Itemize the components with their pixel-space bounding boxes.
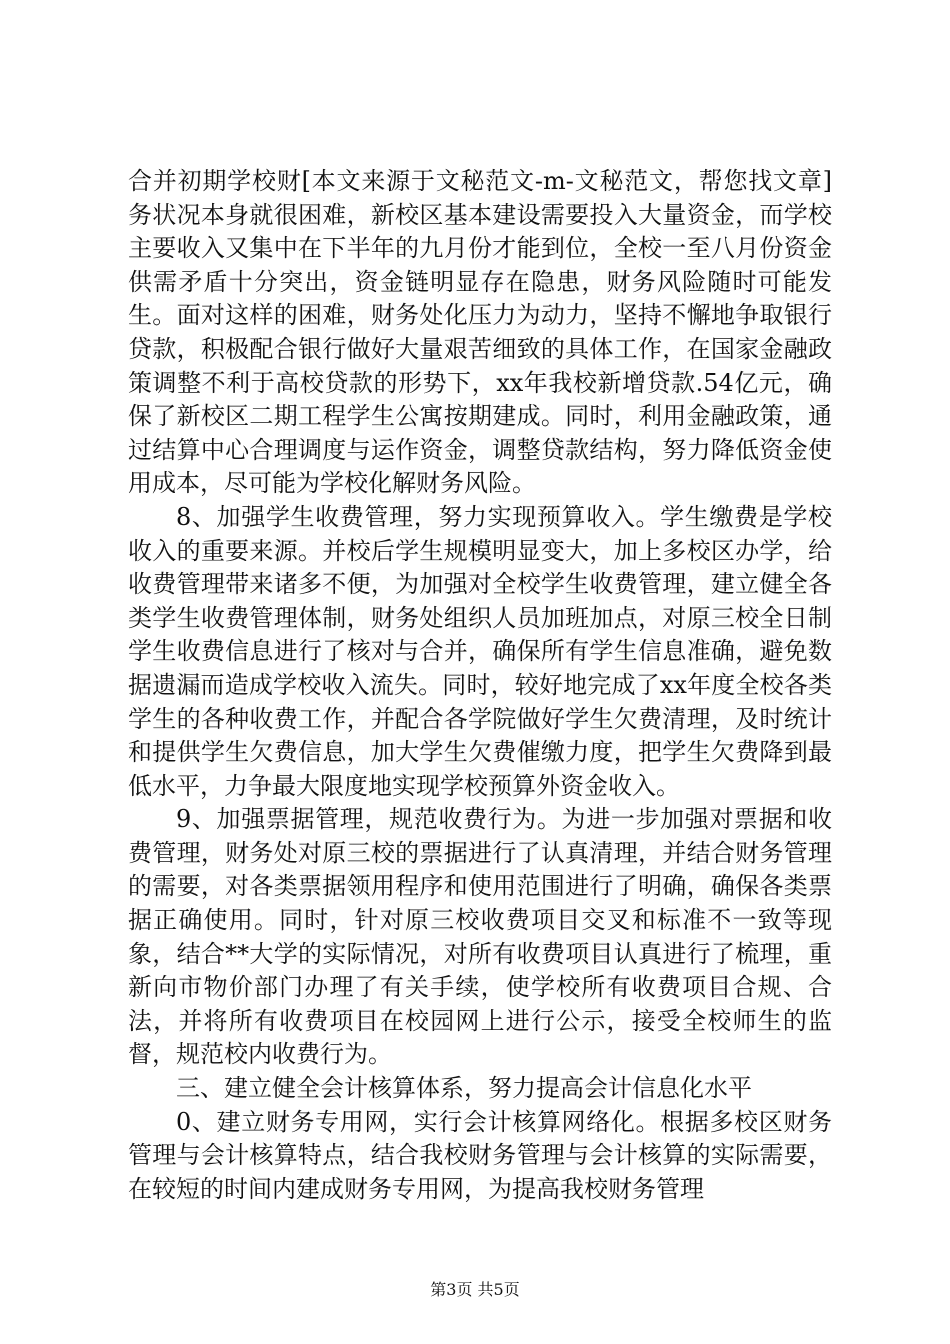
paragraph-3: 9、加强票据管理，规范收费行为。为进一步加强对票据和收费管理，财务处对原三校的票据进行了认真清理，并结合财务管理的需要，对各类票据领用程序和使用范围进行了明确，确保各类票据正确使用。同时，针对原三校收费项目交叉和标准不一致等现象，结合**大学的实际情况，对所有收费项目认真进行了梳理，重新向市物价部门办理了有关手续，使学校所有收费项目合规、合法，并将所有收费项目在校园网上进行公示，接受全校师生的监督，规范校内收费行为。	[128, 805, 832, 1069]
document-body	[128, 165, 832, 1206]
paragraph-2: 8、加强学生收费管理，努力实现预算收入。学生缴费是学校收入的重要来源。并校后学生规模明显变大，加上多校区办学，给收费管理带来诸多不便，为加强对全校学生收费管理，建立健全各类学生收费管理体制，财务处组织人员加班加点，对原三校全日制学生收费信息进行了核对与合并，确保所有学生信息准确，避免数据遗漏而造成学校收入流失。同时，较好地完成了xx年度全校各类学生的各种收费工作，并配合各学院做好学生欠费清理，及时统计和提供学生欠费信息，加大学生欠费催缴力度，把学生欠费降到最低水平，力争最大限度地实现学校预算外资金收入。	[128, 502, 832, 800]
paragraph-4: 0、建立财务专用网，实行会计核算网络化。根据多校区财务管理与会计核算特点，结合我校财务管理与会计核算的实际需要，在较短的时间内建成财务专用网，为提高我校财务管理	[128, 1107, 832, 1203]
section-heading: 三、建立健全会计核算体系，努力提高会计信息化水平	[176, 1074, 752, 1103]
page-footer: 第3页 共5页	[430, 1280, 520, 1299]
paragraph-1: 合并初期学校财[本文来源于文秘范文-m-文秘范文，帮您找文章]务状况本身就很困难，新校区基本建设需要投入大量资金，而学校主要收入又集中在下半年的九月份才能到位，全校一至八月份资金供需矛盾十分突出，资金链明显存在隐患，财务风险随时可能发生。面对这样的困难，财务处化压力为动力，坚持不懈地争取银行贷款，积极配合银行做好大量艰苦细致的具体工作，在国家金融政策调整不利于高校贷款的形势下，xx年我校新增贷款.54亿元，确保了新校区二期工程学生公寓按期建成。同时，利用金融政策，通过结算中心合理调度与运作资金，调整贷款结构，努力降低资金使用成本，尽可能为学校化解财务风险。	[128, 167, 832, 498]
